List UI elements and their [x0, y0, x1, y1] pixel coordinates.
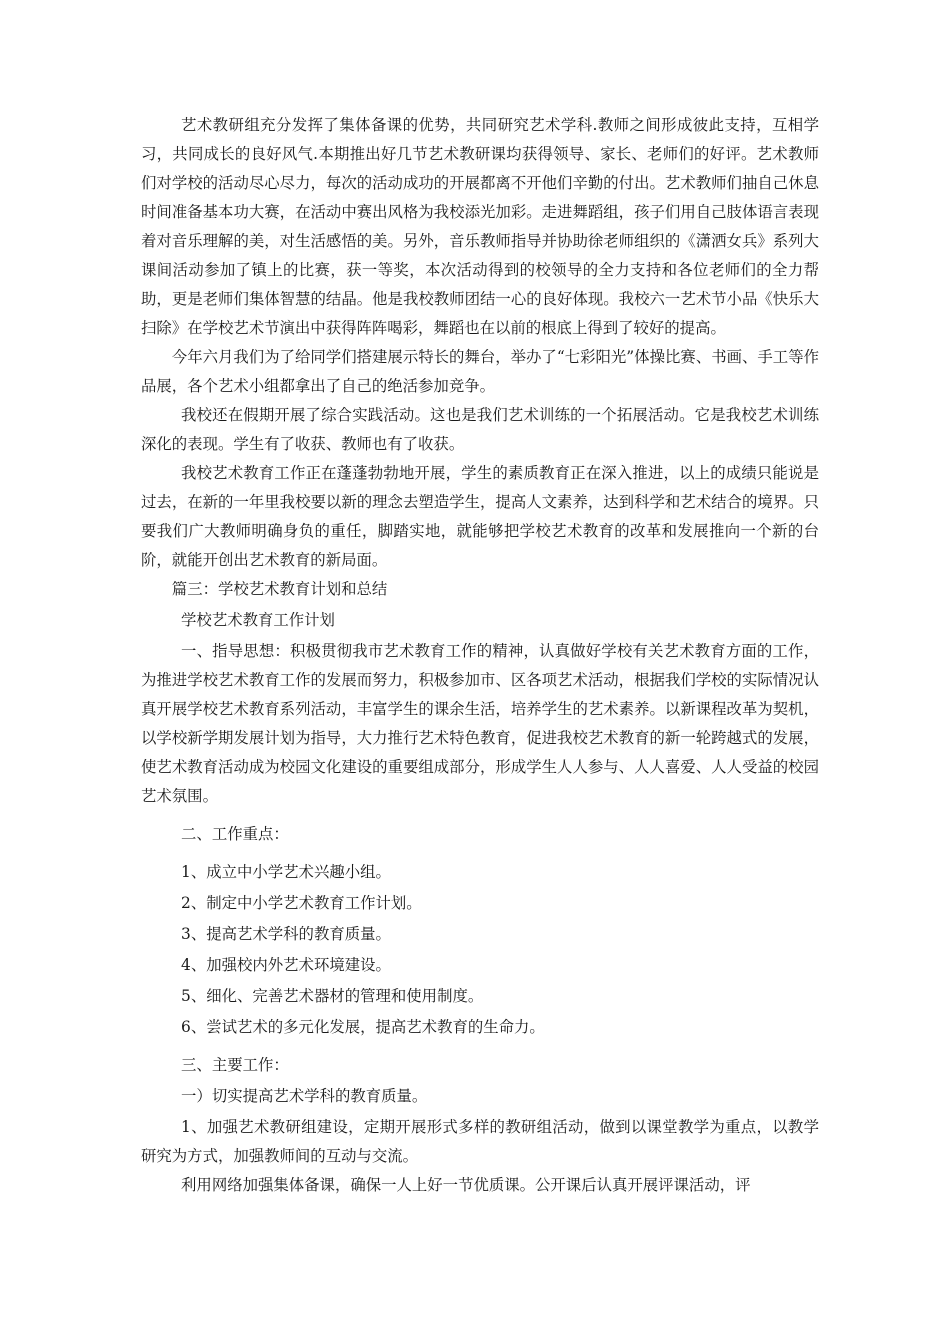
- paragraph-guiding-thought: 一、指导思想：积极贯彻我市艺术教育工作的精神，认真做好学校有关艺术教育方面的工作，为推进学校艺术教育工作的发展而努力，积极参加市、区各项艺术活动，根据我们学校的实际情况认真开展学校艺术教育系列活动，丰富学生的课余生活，培养学生的艺术素养。以新课程改革为契机，以学校新学期发展计划为指导，大力推行艺术特色教育，促进我校艺术教育的新一轮跨越式的发展，使艺术教育活动成为校园文化建设的重要组成部分，形成学生人人参与、人人喜爱、人人受益的校园艺术氛围。: [141, 642, 819, 805]
- subheading-quality: 一）切实提高艺术学科的教育质量。: [181, 1087, 428, 1105]
- list-item: 4、加强校内外艺术环境建设。: [181, 956, 391, 974]
- paragraph-online-lesson-prep: 利用网络加强集体备课，确保一人上好一节优质课。公开课后认真开展评课活动，评: [181, 1176, 751, 1194]
- paragraph-june-exhibition: 今年六月我们为了给同学们搭建展示特长的舞台，举办了“七彩阳光”体操比赛、书画、手工等作品展，各个艺术小组都拿出了自己的绝活参加竞争。: [141, 348, 819, 395]
- section-heading-part-three: 篇三：学校艺术教育计划和总结: [171, 580, 388, 598]
- document-page: [141, 111, 819, 1200]
- list-item: 2、制定中小学艺术教育工作计划。: [181, 894, 422, 912]
- paragraph-research-group: 1、加强艺术教研组建设，定期开展形式多样的教研组活动，做到以课堂教学为重点，以教学研究为方式，加强教师间的互动与交流。: [141, 1118, 819, 1165]
- list-item: 1、成立中小学艺术兴趣小组。: [181, 863, 391, 881]
- list-item: 3、提高艺术学科的教育质量。: [181, 925, 391, 943]
- heading-work-focus: 二、工作重点：: [181, 825, 289, 843]
- paragraph-teaching-research: 艺术教研组充分发挥了集体备课的优势，共同研究艺术学科.教师之间形成彼此支持，互相学习，共同成长的良好风气.本期推出好几节艺术教研课均获得领导、家长、老师们的好评。艺术教师们对学校的活动尽心尽力，每次的活动成功的开展都离不开他们辛勤的付出。艺术教师们抽自己休息时间准备基本功大赛，在活动中赛出风格为我校添光加彩。走进舞蹈组，孩子们用自己肢体语言表现着对音乐理解的美，对生活感悟的美。另外，音乐教师指导并协助徐老师组织的《潇洒女兵》系列大课间活动参加了镇上的比赛，获一等奖，本次活动得到的校领导的全力支持和各位老师们的全力帮助，更是老师们集体智慧的结晶。他是我校教师团结一心的良好体现。我校六一艺术节小品《快乐大扫除》在学校艺术节演出中获得阵阵喝彩，舞蹈也在以前的根底上得到了较好的提高。: [141, 116, 819, 337]
- paragraph-summary: 我校艺术教育工作正在蓬蓬勃勃地开展，学生的素质教育正在深入推进，以上的成绩只能说是过去，在新的一年里我校要以新的理念去塑造学生，提高人文素养，达到科学和艺术结合的境界。只要我们广大教师明确身负的重任，脚踏实地，就能够把学校艺术教育的改革和发展推向一个新的台阶，就能开创出艺术教育的新局面。: [141, 464, 819, 569]
- heading-main-work: 三、主要工作：: [181, 1056, 289, 1074]
- list-item: 6、尝试艺术的多元化发展，提高艺术教育的生命力。: [181, 1018, 545, 1036]
- plan-title: 学校艺术教育工作计划: [181, 611, 335, 629]
- list-item: 5、细化、完善艺术器材的管理和使用制度。: [181, 987, 484, 1005]
- paragraph-practice-activity: 我校还在假期开展了综合实践活动。这也是我们艺术训练的一个拓展活动。它是我校艺术训练深化的表现。学生有了收获、教师也有了收获。: [141, 406, 819, 453]
